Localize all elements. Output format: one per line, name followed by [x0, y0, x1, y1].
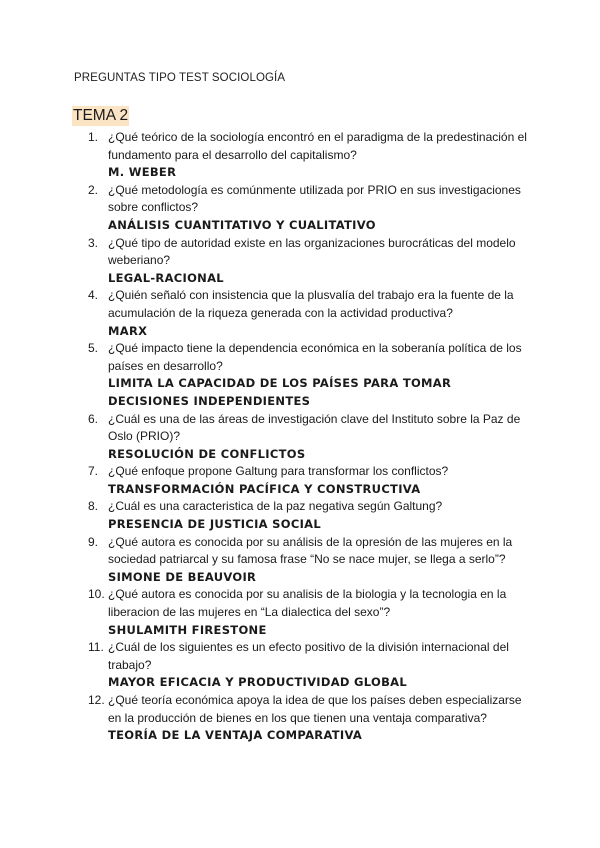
question-number: 3. — [88, 235, 99, 250]
question-body — [108, 463, 534, 498]
answer-text: LEGAL-RACIONAL — [108, 270, 224, 285]
question-number: 8. — [88, 499, 99, 514]
question-body — [108, 411, 534, 464]
question-item — [88, 534, 534, 587]
question-text: ¿Qué autora es conocida por su analisis de la biologia y la tecnologia en la liberacion de las mujeres en “La dialectica del sexo”? — [108, 587, 507, 620]
question-item — [88, 129, 534, 182]
answer-text: TRANSFORMACIÓN PACÍFICA Y CONSTRUCTIVA — [108, 481, 421, 496]
question-number: 9. — [88, 534, 99, 549]
question-number: 10. — [88, 587, 105, 602]
answer-text: SIMONE DE BEAUVOIR — [108, 569, 257, 584]
question-text: ¿Qué metodología es comúnmente utilizada por PRIO en sus investigaciones sobre conflictos? — [108, 182, 521, 215]
question-body — [108, 129, 534, 182]
question-text: ¿Qué tipo de autoridad existe en las organizaciones burocráticas del modelo weberiano? — [108, 235, 516, 268]
question-number: 6. — [88, 411, 99, 426]
question-number: 7. — [88, 464, 99, 479]
question-text: ¿Qué teórico de la sociología encontró en el paradigma de la predestinación el fundamento para el desarrollo del capitalismo? — [108, 130, 527, 162]
question-number: 11. — [88, 640, 104, 655]
question-item — [88, 639, 534, 692]
question-text: ¿Cuál es una caracteristica de la paz negativa según Galtung? — [108, 499, 443, 514]
answer-text: MAYOR EFICACIA Y PRODUCTIVIDAD GLOBAL — [108, 675, 407, 690]
question-number: 12. — [88, 693, 105, 707]
question-text: ¿Qué teoría económica apoya la idea de que los países deben especializarse en la producción de bienes en los que tienen una ventaja comparativa? — [108, 693, 522, 725]
question-text: ¿Qué impacto tiene la dependencia económica en la soberanía política de los países en desarrollo? — [108, 341, 522, 373]
section-heading: TEMA 2 — [73, 107, 129, 124]
question-body — [108, 692, 534, 745]
question-number: 5. — [88, 341, 99, 356]
question-body — [108, 235, 534, 288]
question-item — [88, 182, 534, 235]
question-text: ¿Quién señaló con insistencia que la plusvalía del trabajo era la fuente de la acumulación de la riqueza generada con la actividad productiva? — [108, 288, 514, 320]
document-title: PREGUNTAS TIPO TEST SOCIOLOGÍA — [74, 72, 286, 84]
question-body — [108, 287, 534, 340]
question-body — [108, 534, 534, 587]
question-item — [88, 235, 534, 288]
question-item — [88, 411, 534, 464]
question-item — [88, 692, 534, 745]
answer-text: SHULAMITH FIRESTONE — [108, 622, 267, 637]
question-number: 1. — [88, 130, 99, 144]
question-body — [108, 340, 534, 410]
answer-text: LIMITA LA CAPACIDAD DE LOS PAÍSES PARA TOMAR DECISIONES INDEPENDIENTES — [108, 376, 452, 408]
question-text: ¿Cuál es una de las áreas de investigación clave del Instituto sobre la Paz de Oslo (PRIO)? — [108, 411, 521, 444]
question-text: ¿Qué enfoque propone Galtung para transformar los conflictos? — [108, 464, 449, 479]
question-body — [108, 586, 534, 639]
answer-text: M. WEBER — [108, 165, 177, 180]
question-item — [88, 287, 534, 340]
question-number: 4. — [88, 288, 99, 303]
answer-text: PRESENCIA DE JUSTICIA SOCIAL — [108, 517, 321, 532]
answer-text: MARX — [108, 323, 148, 338]
question-text: ¿Cuál de los siguientes es un efecto positivo de la división internacional del trabajo? — [108, 640, 509, 672]
question-item — [88, 498, 534, 533]
question-text: ¿Qué autora es conocida por su análisis de la opresión de las mujeres en la sociedad patriarcal y su famosa frase “No se nace mujer, se llega a serlo”? — [108, 534, 513, 567]
question-item — [88, 340, 534, 410]
question-item — [88, 586, 534, 639]
question-body — [108, 498, 534, 533]
answer-text: RESOLUCIÓN DE CONFLICTOS — [108, 446, 306, 461]
question-body — [108, 639, 534, 692]
question-list — [88, 129, 534, 745]
question-item — [88, 463, 534, 498]
answer-text: TEORÍA DE LA VENTAJA COMPARATIVA — [108, 728, 363, 743]
question-number: 2. — [88, 182, 99, 197]
question-body — [108, 182, 534, 235]
answer-text: ANÁLISIS CUANTITATIVO Y CUALITATIVO — [108, 217, 376, 232]
